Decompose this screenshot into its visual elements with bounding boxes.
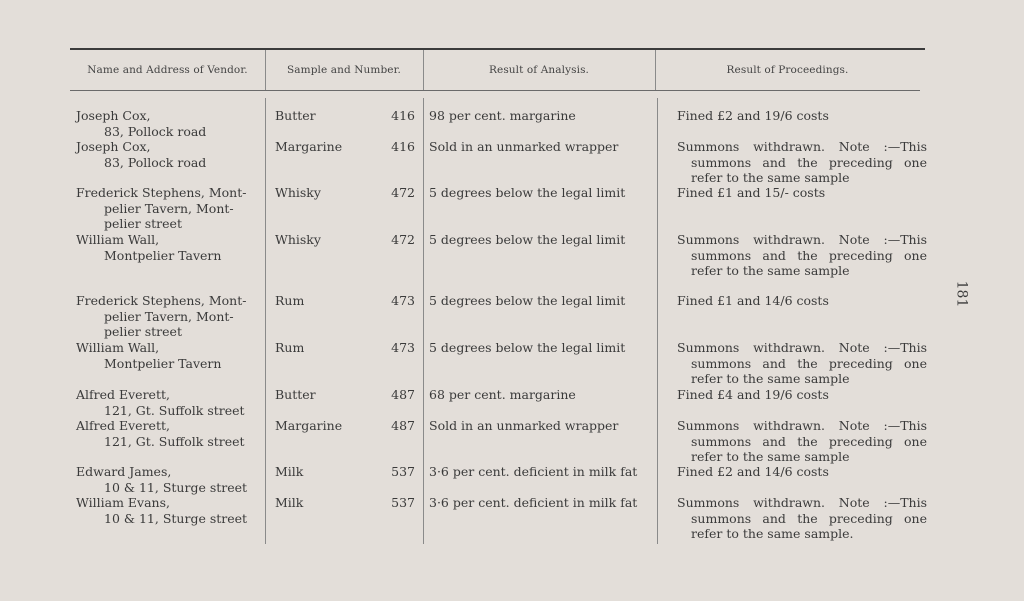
column-divider — [423, 98, 424, 544]
result-cell: Sold in an unmarked wrapper — [429, 418, 619, 433]
sample-cell: Whisky — [275, 185, 321, 200]
sample-number: 537 — [391, 464, 415, 479]
sample-cell: Milk — [275, 495, 304, 510]
sample-number: 472 — [391, 185, 415, 200]
proceedings-cell: Summons withdrawn. Note :—This summons and the preceding one refer to the same sample — [677, 340, 927, 386]
header-vendor: Name and Address of Vendor. — [87, 64, 248, 76]
sample-cell: Margarine — [275, 418, 343, 433]
header-result: Result of Analysis. — [489, 64, 589, 76]
sample-number: 473 — [391, 293, 415, 308]
result-cell: 68 per cent. margarine — [429, 387, 576, 402]
proceedings-cell: Fined £2 and 19/6 costs — [677, 108, 829, 123]
header-proceedings: Result of Proceedings. — [726, 64, 849, 76]
proceedings-cell: Summons withdrawn. Note :—This summons and the preceding one refer to the same sample — [677, 139, 927, 185]
sample-cell: Butter — [275, 108, 316, 123]
proceedings-cell: Summons withdrawn. Note :—This summons and the preceding one refer to the same sample — [677, 418, 927, 464]
vendor-cell: Frederick Stephens, Mont- pelier Tavern, Mont- pelier street — [76, 293, 247, 339]
sample-cell: Milk — [275, 464, 304, 479]
proceedings-cell: Summons withdrawn. Note :—This summons and the preceding one refer to the same sample — [677, 232, 927, 278]
result-cell: 5 degrees below the legal limit — [429, 340, 626, 355]
sample-number: 487 — [391, 418, 415, 433]
vendor-cell: William Wall, Montpelier Tavern — [76, 232, 222, 263]
top-rule — [70, 48, 925, 50]
vendor-cell: Alfred Everett, 121, Gt. Suffolk street — [76, 418, 245, 449]
vendor-cell: Joseph Cox, 83, Pollock road — [76, 139, 207, 170]
vendor-cell: Alfred Everett, 121, Gt. Suffolk street — [76, 387, 245, 418]
result-cell: Sold in an unmarked wrapper — [429, 139, 619, 154]
vendor-cell: William Wall, Montpelier Tavern — [76, 340, 222, 371]
vendor-cell: William Evans, 10 & 11, Sturge street — [76, 495, 248, 526]
sample-number: 487 — [391, 387, 415, 402]
proceedings-cell: Fined £4 and 19/6 costs — [677, 387, 829, 402]
proceedings-cell: Fined £2 and 14/6 costs — [677, 464, 829, 479]
page-number: 181 — [953, 280, 970, 308]
sample-number: 472 — [391, 232, 415, 247]
column-divider — [423, 50, 424, 90]
header-rule — [70, 90, 920, 91]
result-cell: 3·6 per cent. deficient in milk fat — [429, 464, 638, 479]
vendor-cell: Edward James, 10 & 11, Sturge street — [76, 464, 248, 495]
result-cell: 98 per cent. margarine — [429, 108, 576, 123]
vendor-cell: Frederick Stephens, Mont- pelier Tavern, Mont- pelier street — [76, 185, 247, 231]
result-cell: 5 degrees below the legal limit — [429, 293, 626, 308]
sample-number: 416 — [391, 139, 415, 154]
vendor-cell: Joseph Cox, 83, Pollock road — [76, 108, 207, 139]
sample-cell: Margarine — [275, 139, 343, 154]
proceedings-cell: Fined £1 and 14/6 costs — [677, 293, 829, 308]
sample-cell: Butter — [275, 387, 316, 402]
proceedings-cell: Summons withdrawn. Note :—This summons and the preceding one refer to the same sample. — [677, 495, 927, 541]
column-divider — [655, 50, 656, 90]
sample-number: 416 — [391, 108, 415, 123]
sample-cell: Rum — [275, 340, 305, 355]
sample-cell: Whisky — [275, 232, 321, 247]
proceedings-cell: Fined £1 and 15/- costs — [677, 185, 826, 200]
result-cell: 5 degrees below the legal limit — [429, 232, 626, 247]
sample-number: 473 — [391, 340, 415, 355]
column-divider — [265, 50, 266, 90]
result-cell: 3·6 per cent. deficient in milk fat — [429, 495, 638, 510]
sample-number: 537 — [391, 495, 415, 510]
result-cell: 5 degrees below the legal limit — [429, 185, 626, 200]
sample-cell: Rum — [275, 293, 305, 308]
header-sample: Sample and Number. — [287, 64, 401, 76]
column-divider — [657, 98, 658, 544]
